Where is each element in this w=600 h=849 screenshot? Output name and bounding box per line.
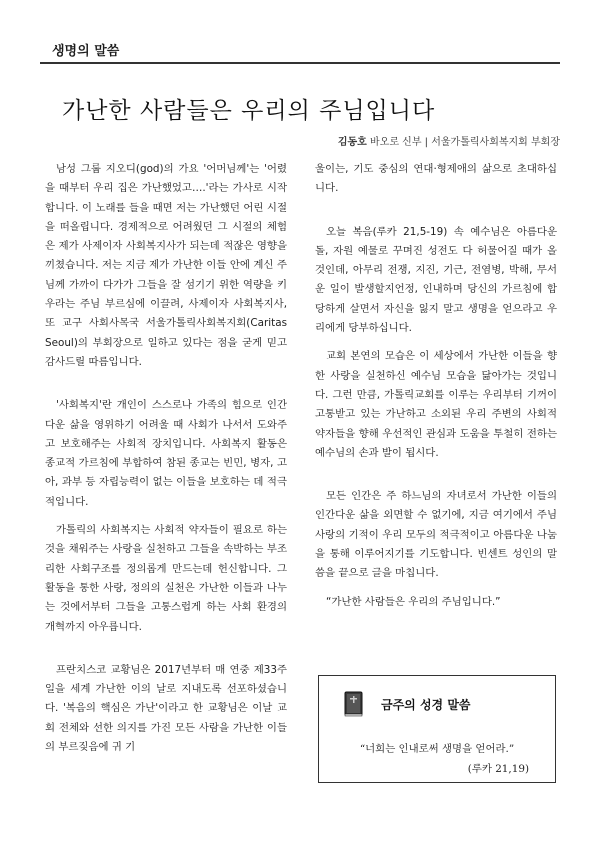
article-title: 가난한 사람들은 우리의 주님입니다 [62, 98, 436, 124]
author-role: 바오로 신부 | 서울가톨릭사회복지회 부회장 [366, 137, 560, 148]
left-column [45, 160, 287, 766]
verse-reference: (루카 21,19) [467, 763, 529, 775]
top-divider [40, 62, 560, 64]
section-label: 생명의 말씀 [52, 44, 120, 59]
paragraph: 오늘 복음(루카 21,5-19) 속 예수님은 아름다운 돌, 자원 예물로 꾸며진 성전도 다 허물어질 때가 올 것인데, 아무리 전쟁, 지진, 기근, 전염병, 박해, 무서운 일이 발생할지언정, 인내하며 당신의 가르침에 합당하게 살면서 자신을 잃지 말고 생명을 얻으라고 우리에게 당부하십니다. [315, 225, 557, 335]
author-name: 김동호 [337, 137, 367, 148]
paragraph: 교회 본연의 모습은 이 세상에서 가난한 이들을 향한 사랑을 실천하신 예수님 모습을 닮아가는 것입니다. 그런 만큼, 가톨릭교회를 이루는 우리부터 기꺼이 고통받고 있는 가난하고 소외된 우리 주변의 사회적 약자들을 향해 우선적인 관심과 도움을 투철히 전하는 예수님의 손과 발이 됩시다. [315, 350, 557, 459]
bible-book-icon [343, 690, 365, 718]
closing-quote: “가난한 사람들은 우리의 주님입니다.” [326, 595, 501, 608]
paragraph: 가톨릭의 사회복지는 사회적 약자들이 필요로 하는 것을 채워주는 사랑을 실천하고 그들을 속박하는 부조리한 사회구조를 정의롭게 만드는데 헌신합니다. 그 활동을 통한 사랑, 정의의 실천은 가난한 이들과 나누는 것에서부터 그들을 고통스럽게 하는 사회 환경의 개혁까지 아우릅니다. [45, 524, 287, 633]
verse-text: “너희는 인내로써 생명을 얻어라.” [359, 743, 515, 755]
paragraph: 울이는, 기도 중심의 연대·형제애의 삶으로 초대하십니다. [315, 163, 557, 195]
paragraph: 모든 인간은 주 하느님의 자녀로서 가난한 이들의 인간다운 삶을 외면할 수 없기에, 지금 여기에서 주님 사랑의 기적이 우리 모두의 적극적이고 아름다운 나눔을 통해 이루어지기를 기도합니다. 빈센트 성인의 말씀을 끝으로 글을 마칩니다. [315, 490, 557, 580]
verse-box-title: 금주의 성경 말씀 [381, 698, 471, 712]
paragraph: 남성 그룹 지오디(god)의 가요 '어머님께'는 '어렸을 때부터 우리 집은 가난했었고….'라는 가사로 시작합니다. 이 노래를 들을 때면 저는 가난했던 어린 시절을 떠올립니다. 경제적으로 어려웠던 그 시절의 체험은 제가 사제이자 사회복지사가 되는데 적잖은 영향을 끼쳤습니다. 저는 지금 제가 가난한 이들 안에 계신 주님께 가까이 다가가 그들을 잘 섬기기 위한 역량을 키우라는 주님 부르심에 이끌려, 사제이자 사회복지사, 또 교구 사회사목국 서울가톨릭사회복지회(Caritas Seoul)의 부회장으로 일하고 있다는 점을 굳게 믿고 감사드릴 따름입니다. [45, 163, 287, 368]
paragraph: '사회복지'란 개인이 스스로나 가족의 힘으로 인간다운 삶을 영위하기 어려울 때 사회가 나서서 도와주고 보호해주는 사회적 장치입니다. 사회복지 활동은 종교적 가르침에 부합하여 참된 종교는 빈민, 병자, 고아, 과부 등 자립능력이 없는 이들을 보호하는 데 적극적입니다. [45, 399, 287, 508]
paragraph: 프란치스코 교황님은 2017년부터 매 연중 제33주일을 세계 가난한 이의 날로 지내도록 선포하셨습니다. '복음의 핵심은 가난'이라고 한 교황님은 이날 교회 전체와 선한 의지를 가진 모든 사람을 가난한 이들의 부르짖음에 귀 기 [45, 663, 287, 754]
weekly-verse-box [318, 675, 556, 783]
author-line [338, 133, 560, 148]
right-column [315, 160, 557, 621]
